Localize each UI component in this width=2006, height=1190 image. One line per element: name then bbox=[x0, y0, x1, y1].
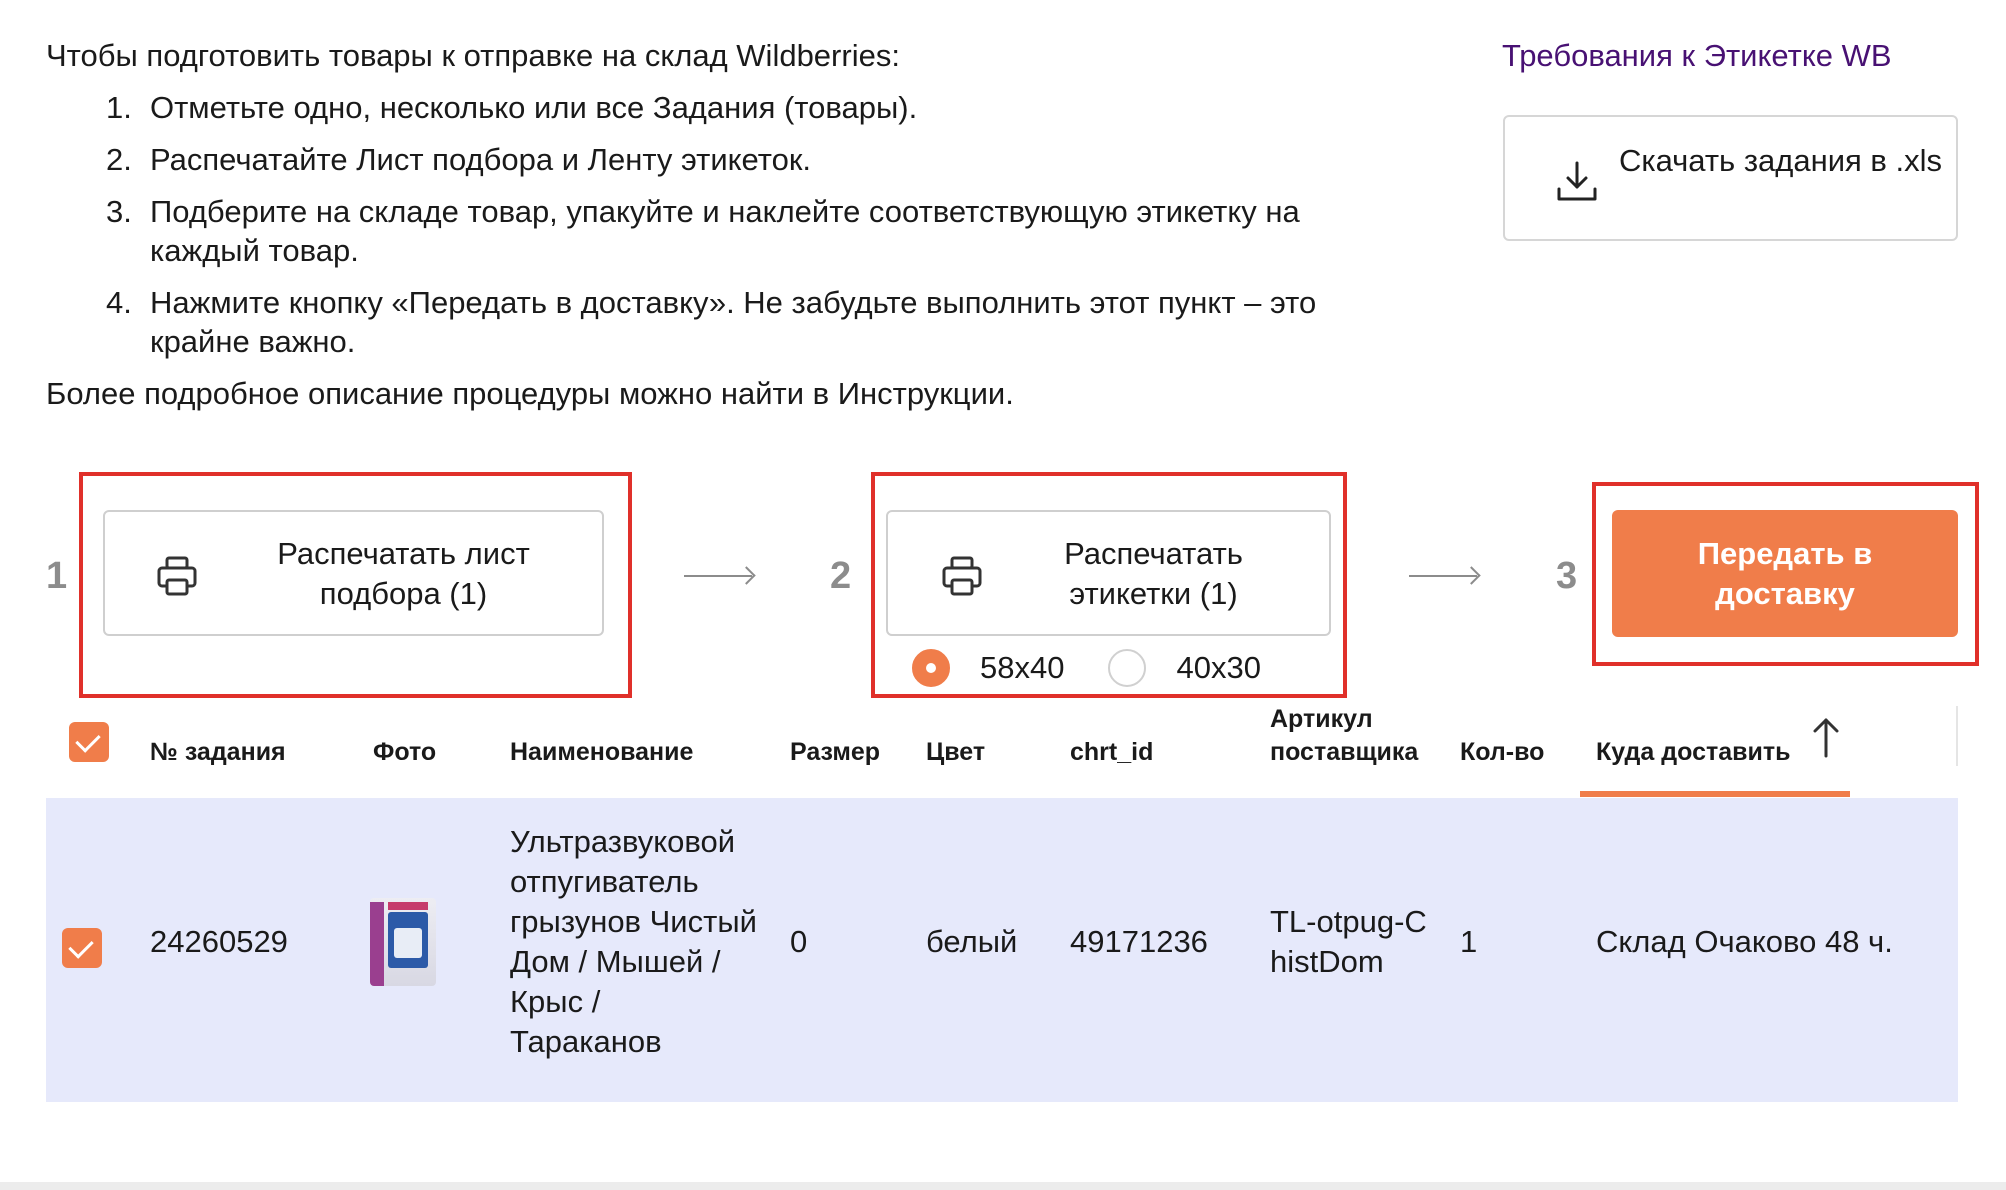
instruction-step-text: Отметьте одно, несколько или все Задания (товары). bbox=[150, 90, 918, 125]
column-header-photo: Фото bbox=[373, 738, 437, 766]
download-xls-label: Скачать задания в .xls bbox=[1618, 143, 1943, 178]
column-header-task-no[interactable]: № задания bbox=[150, 738, 286, 766]
column-header-destination[interactable]: Куда доставить bbox=[1596, 738, 1791, 766]
instruction-step-text: Нажмите кнопку «Передать в доставку». Не забудьте выполнить этот пункт – это крайне важно. bbox=[150, 285, 1317, 359]
label-requirements-link[interactable]: Требования к Этикетке WB bbox=[1502, 38, 1892, 73]
print-labels-button[interactable] bbox=[886, 510, 1331, 636]
column-header-size[interactable]: Размер bbox=[790, 738, 881, 766]
cell-task-no: 24260529 bbox=[150, 924, 288, 959]
step-number-1: 1 bbox=[46, 555, 68, 597]
label-size-radio-40x30[interactable] bbox=[1108, 649, 1146, 687]
label-size-radio-58x40[interactable] bbox=[912, 649, 950, 687]
instruction-step-text: Подберите на складе товар, упакуйте и наклейте соответствующую этикетку на каждый товар. bbox=[150, 194, 1300, 268]
instruction-step-text: Распечатайте Лист подбора и Ленту этикеток. bbox=[150, 142, 812, 177]
sorted-column-indicator bbox=[1580, 791, 1850, 797]
instruction-step-number: 1. bbox=[106, 90, 132, 125]
cell-chrt-id: 49171236 bbox=[1070, 924, 1208, 959]
cell-destination: Склад Очаково 48 ч. bbox=[1596, 924, 1893, 959]
printer-icon bbox=[155, 554, 199, 598]
send-to-delivery-label: Передать в доставку bbox=[1697, 536, 1873, 611]
instructions bbox=[46, 36, 1466, 413]
label-size-selector bbox=[912, 648, 1305, 688]
download-icon bbox=[1555, 159, 1599, 203]
column-header-chrt-id[interactable]: chrt_id bbox=[1070, 738, 1154, 766]
instructions-steps bbox=[106, 88, 1466, 361]
instructions-intro: Чтобы подготовить товары к отправке на склад Wildberries: bbox=[46, 38, 900, 73]
instruction-step-number: 2. bbox=[106, 142, 132, 177]
cell-supplier-article: TL-otpug-ChistDom bbox=[1270, 904, 1427, 979]
send-to-delivery-button[interactable] bbox=[1612, 510, 1958, 637]
sort-ascending-icon[interactable] bbox=[1811, 716, 1841, 758]
select-all-checkbox[interactable] bbox=[69, 722, 109, 762]
column-header-supplier-article[interactable]: Артикул поставщика bbox=[1270, 705, 1419, 766]
cell-size: 0 bbox=[790, 924, 808, 959]
cell-name: Ультразвуковой отпугиватель грызунов Чистый Дом / Мышей / Крыс / Тараканов bbox=[510, 824, 757, 1059]
column-header-name[interactable]: Наименование bbox=[510, 738, 694, 766]
instruction-step bbox=[106, 283, 1406, 361]
row-checkbox[interactable] bbox=[62, 928, 102, 968]
printer-icon bbox=[940, 554, 984, 598]
cell-qty: 1 bbox=[1460, 924, 1478, 959]
instruction-step bbox=[106, 88, 1466, 127]
arrow-step1-step2 bbox=[684, 575, 752, 577]
column-header-color[interactable]: Цвет bbox=[926, 738, 986, 766]
label-size-40x30-label: 40x30 bbox=[1176, 650, 1261, 685]
footer-divider bbox=[0, 1182, 2006, 1190]
instructions-footer: Более подробное описание процедуры можно найти в Инструкции. bbox=[46, 376, 1014, 411]
print-picking-list-button[interactable] bbox=[103, 510, 604, 636]
arrow-step2-step3 bbox=[1409, 575, 1477, 577]
instruction-step bbox=[106, 192, 1406, 270]
header-scroll-edge bbox=[1956, 706, 1958, 766]
instruction-step bbox=[106, 140, 1466, 179]
column-header-qty[interactable]: Кол-во bbox=[1460, 738, 1545, 766]
cell-color: белый bbox=[926, 924, 1018, 959]
download-xls-button[interactable] bbox=[1503, 115, 1958, 241]
print-picking-list-label: Распечатать лист подбора (1) bbox=[277, 536, 530, 611]
instruction-step-number: 4. bbox=[106, 285, 132, 320]
step-number-2: 2 bbox=[830, 555, 852, 597]
step-number-3: 3 bbox=[1556, 555, 1578, 597]
print-labels-label: Распечатать этикетки (1) bbox=[1064, 536, 1243, 611]
label-size-58x40-label: 58x40 bbox=[980, 650, 1065, 685]
instruction-step-number: 3. bbox=[106, 194, 132, 229]
product-photo[interactable] bbox=[370, 898, 436, 986]
